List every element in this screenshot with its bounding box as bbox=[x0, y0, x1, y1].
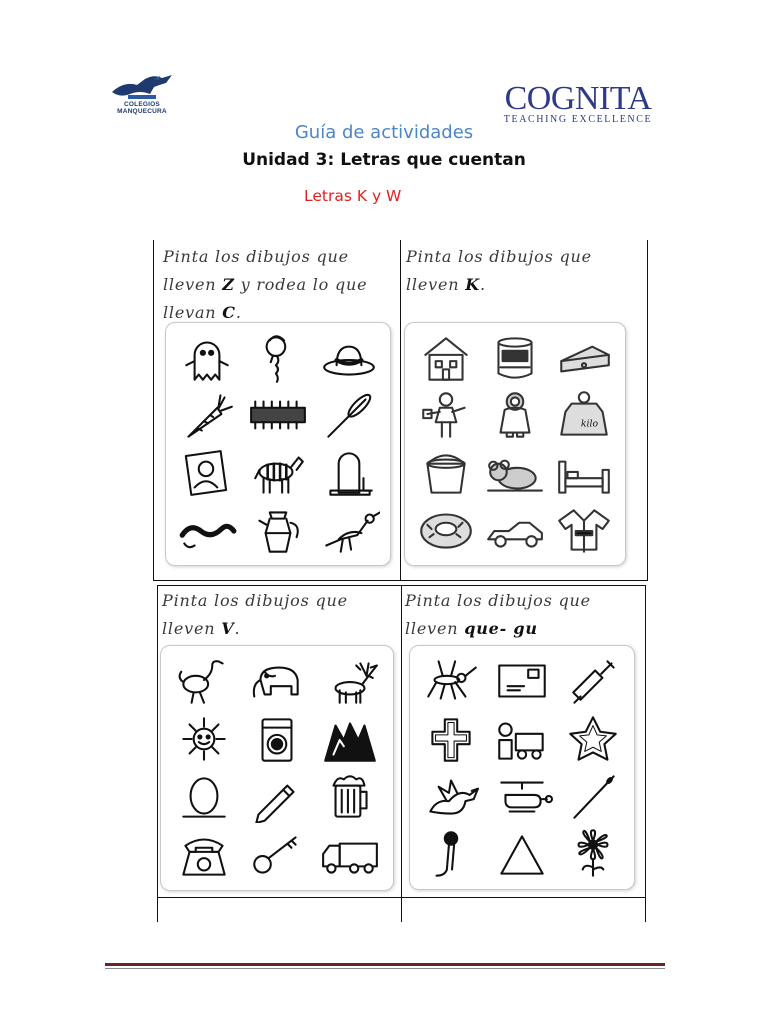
ostrich-icon bbox=[173, 655, 235, 707]
dragon-icon bbox=[420, 770, 482, 822]
footer-rule-thin bbox=[105, 968, 665, 969]
envelope-icon bbox=[491, 655, 553, 707]
colegios-manquecura-logo bbox=[106, 73, 178, 115]
instruction-text: . bbox=[235, 303, 242, 322]
page-title: Guía de actividades bbox=[294, 122, 474, 143]
coffee-pot-icon bbox=[247, 504, 309, 556]
picture-panel bbox=[160, 645, 394, 891]
oar-icon bbox=[318, 389, 380, 441]
key-icon bbox=[246, 829, 308, 881]
instruction-line bbox=[162, 615, 348, 643]
instruction-text: lleven bbox=[405, 619, 459, 638]
beer-mug-icon bbox=[319, 771, 381, 823]
instruction-text: y rodea lo que bbox=[240, 275, 368, 294]
telephone-icon bbox=[173, 829, 235, 881]
bread-ring-icon bbox=[415, 504, 477, 556]
ghost-icon bbox=[176, 332, 238, 384]
zebra-icon bbox=[247, 447, 309, 499]
table-border bbox=[153, 580, 648, 581]
table-border bbox=[157, 897, 646, 898]
table-border bbox=[153, 240, 154, 581]
instruction-text: Pinta los dibujos que bbox=[162, 591, 348, 610]
mosquito-icon bbox=[420, 655, 482, 707]
table-divider bbox=[401, 585, 402, 922]
toys-icon bbox=[491, 713, 553, 765]
girl-braid-icon bbox=[247, 332, 309, 384]
car-icon bbox=[484, 504, 546, 556]
elephant-icon bbox=[246, 655, 308, 707]
instruction-text: lleven bbox=[162, 619, 216, 638]
boy-icon bbox=[415, 389, 477, 441]
instruction-line bbox=[405, 587, 591, 615]
truck-icon bbox=[319, 829, 381, 881]
unit-title: Unidad 3: Letras que cuentan bbox=[242, 150, 526, 170]
flower-icon bbox=[562, 828, 624, 880]
helicopter-icon bbox=[491, 770, 553, 822]
deer-icon bbox=[319, 655, 381, 707]
sausages-icon bbox=[176, 504, 238, 556]
logo-text-line2: MANQUECURA bbox=[117, 108, 167, 115]
picture-label: kilo bbox=[581, 418, 599, 430]
cognita-tagline: TEACHING EXCELLENCE bbox=[503, 114, 653, 125]
logo-text-line1: COLEGIOS bbox=[124, 101, 160, 108]
target-letter: C bbox=[222, 303, 236, 322]
instruction-line bbox=[406, 243, 592, 271]
footer-rule bbox=[105, 963, 665, 966]
condor-logo-icon bbox=[110, 73, 174, 101]
table-border bbox=[645, 585, 646, 922]
instruction-text: lleven bbox=[163, 275, 217, 294]
table-border bbox=[157, 585, 158, 922]
portrait-icon bbox=[176, 447, 238, 499]
target-letter: Z bbox=[222, 275, 235, 294]
pencil-icon bbox=[246, 771, 308, 823]
needle-icon bbox=[562, 770, 624, 822]
sun-icon bbox=[173, 713, 235, 765]
bed-icon bbox=[553, 447, 615, 499]
tombstone-icon bbox=[318, 447, 380, 499]
target-letter: que- gu bbox=[464, 619, 538, 638]
target-letter: K bbox=[465, 275, 480, 294]
topic-title: Letras K y W bbox=[304, 187, 402, 205]
fence-icon bbox=[247, 389, 309, 441]
washing-machine-icon bbox=[246, 713, 308, 765]
cognita-wordmark: COGNITA bbox=[504, 80, 652, 117]
table-border bbox=[647, 240, 648, 581]
instruction-text: Pinta los dibujos que bbox=[406, 247, 592, 266]
picture-panel bbox=[404, 322, 626, 566]
kimono-icon bbox=[553, 504, 615, 556]
egg-icon bbox=[173, 771, 235, 823]
picture-panel bbox=[409, 645, 635, 890]
instruction-v bbox=[162, 587, 348, 643]
tin-can-icon bbox=[484, 332, 546, 384]
instruction-line bbox=[163, 243, 367, 271]
syringe-icon bbox=[562, 655, 624, 707]
table-divider bbox=[400, 240, 401, 581]
instruction-line bbox=[163, 271, 367, 299]
carrot-icon bbox=[176, 389, 238, 441]
picture-panel bbox=[165, 322, 391, 566]
koala-icon bbox=[484, 447, 546, 499]
mountains-icon bbox=[319, 713, 381, 765]
target-letter: V bbox=[221, 619, 235, 638]
instruction-text: . bbox=[479, 275, 486, 294]
house-icon bbox=[415, 332, 477, 384]
instruction-line bbox=[162, 587, 348, 615]
instruction-text: llevan bbox=[163, 303, 217, 322]
instruction-k bbox=[406, 243, 592, 299]
hat-icon bbox=[318, 332, 380, 384]
cognita-logo bbox=[494, 80, 662, 125]
instruction-z-c bbox=[163, 243, 367, 327]
microphone-icon bbox=[420, 828, 482, 880]
cross-icon bbox=[420, 713, 482, 765]
cheese-icon bbox=[553, 332, 615, 384]
instruction-line bbox=[406, 271, 592, 299]
eskimo-icon bbox=[484, 389, 546, 441]
instruction-text: Pinta los dibujos que bbox=[405, 591, 591, 610]
instruction-line bbox=[405, 615, 591, 643]
stork-icon bbox=[318, 504, 380, 556]
bucket-icon bbox=[415, 447, 477, 499]
instruction-text: . bbox=[234, 619, 241, 638]
star-icon bbox=[562, 713, 624, 765]
instruction-text: Pinta los dibujos que bbox=[163, 247, 349, 266]
instruction-gue-gu bbox=[405, 587, 591, 643]
instruction-text: lleven bbox=[406, 275, 460, 294]
weight-icon bbox=[553, 389, 615, 441]
triangle-icon bbox=[491, 828, 553, 880]
